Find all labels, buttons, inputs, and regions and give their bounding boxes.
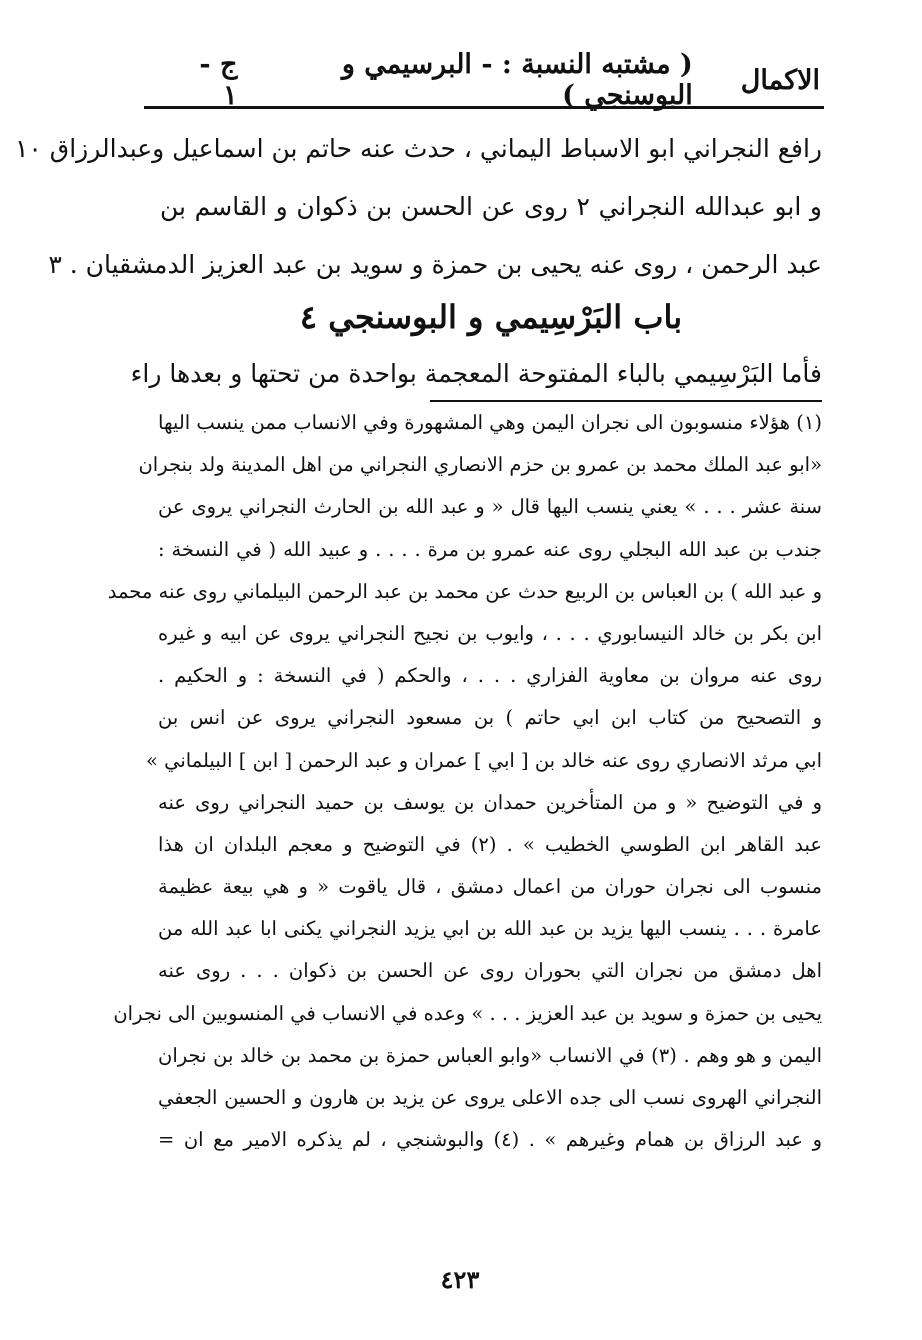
main-text: [15, 120, 822, 294]
footnote-line: و التصحيح من كتاب ابن ابي حاتم ) بن مسعود النجراني يروى عن انس بن: [158, 706, 822, 730]
footnote-line: جندب بن عبد الله البجلي روى عنه عمرو بن مرة . . . . و عبيد الله ( في النسخة :: [158, 537, 822, 561]
header-volume: ج - ١: [199, 49, 238, 111]
section-heading: باب البَرْسِيمي و البوسنجي ٤: [299, 298, 683, 336]
footnote-line: (١) هؤلاء منسوبون الى نجران اليمن وهي المشهورة وفي الانساب ممن ينسب اليها: [158, 411, 822, 434]
header-rule: [144, 106, 824, 109]
footnote-line: اهل دمشق من نجران التي بحوران روى عن الحسن بن ذكوان . . . روى عنه: [158, 959, 822, 983]
main-text-line: عبد الرحمن ، روى عنه يحيى بن حمزة و سويد بن عبد العزيز الدمشقيان . ٣: [48, 250, 822, 279]
footnote-line: عبد القاهر ابن الطوسي الخطيب » . (٢) في التوضيح و معجم البلدان ان هذا: [158, 832, 822, 856]
running-header: [150, 49, 820, 111]
footnote-line: و عبد الله ) بن العباس بن الربيع حدث عن محمد بن عبد الرحمن البيلماني روى عنه محمد: [107, 579, 822, 603]
footnotes: [107, 402, 822, 1161]
footnote-line: «ابو عبد الملك محمد بن عمرو بن حزم الانصاري النجراني من اهل المدينة ولد بنجران: [138, 453, 822, 477]
header-book-title: الاكمال: [740, 64, 820, 96]
main-text-line: رافع النجراني ابو الاسباط اليماني ، حدث عنه حاتم بن اسماعيل وعبدالرزاق ١٠: [15, 134, 822, 163]
footnote-line: و في التوضيح « و من المتأخرين حمدان بن يوسف بن حميد النجراني روى عنه: [158, 790, 822, 814]
page-number: ٤٢٣: [440, 1265, 480, 1294]
footnote-line: روى عنه مروان بن معاوية الفزاري . . . ، والحكم ( في النسخة : و الحكيم .: [158, 664, 822, 688]
footnote-line: يحيى بن حمزة و سويد بن عبد العزيز . . . » وعده في الانساب في المنسوبين الى نجران: [113, 1001, 822, 1025]
footnote-line: النجراني الهروى نسب الى جده الاعلى يروى عن يزيد بن هارون و الحسين الجعفي: [158, 1086, 822, 1109]
footnote-line: ابن بكر بن خالد النيسابوري . . . ، وايوب بن نجيح النجراني يروى عن ابيه و غيره: [158, 621, 822, 645]
footnote-line: ابي مرثد الانصاري روى عنه خالد بن [ ابي ] عمران و عبد الرحمن [ ابن ] البيلماني »: [145, 748, 822, 772]
header-section-title: ( مشتبه النسبة : - البرسيمي و البوسنجي ): [341, 49, 693, 111]
main-text-line: و ابو عبدالله النجراني ٢ روى عن الحسن بن ذكوان و القاسم بن: [160, 192, 822, 221]
section-first-line: فأما البَرْسِيمي بالباء المفتوحة المعجمة بواحدة من تحتها و بعدها راء: [130, 359, 822, 388]
footnote-line: منسوب الى نجران حوران من اعمال دمشق ، قال ياقوت « و هي بيعة عظيمة: [158, 875, 822, 899]
footnote-line: و عبد الرزاق بن همام وغيرهم » . (٤) والبوشنجي ، لم يذكره الامير مع ان =: [158, 1128, 822, 1152]
footnote-line: عامرة . . . ينسب اليها يزيد بن عبد الله بن ابي يزيد النجراني يكنى ابا عبد الله من: [158, 917, 822, 941]
footnote-line: سنة عشر . . . » يعني ينسب اليها قال « و عبد الله بن الحارث النجراني يروى عن: [158, 495, 822, 519]
footnote-line: اليمن و هو وهم . (٣) في الانساب «وابو العباس حمزة بن محمد بن خالد بن نجران: [158, 1043, 822, 1067]
